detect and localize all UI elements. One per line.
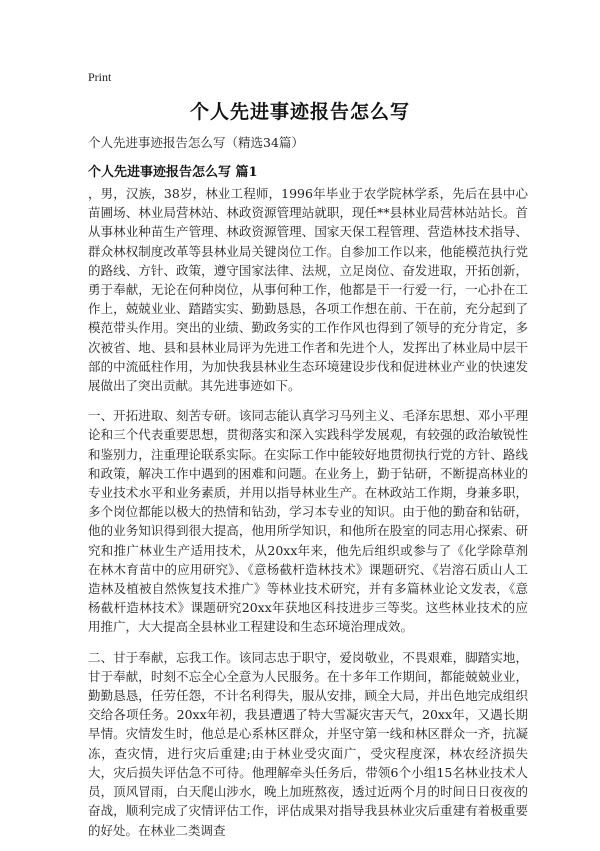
print-label: Print <box>88 70 112 84</box>
document-title: 个人先进事迹报告怎么写 <box>189 101 410 123</box>
body-paragraph-intro: ，男，汉族，38岁，林业工程师，1996年毕业于农学院林学系，先后在县中心苗圃场、林业局营林站、林政资源管理站就职，现任**县林业局营林站站长。首从事林业种苗生产管理、林政资源管理、国家天保工程管理、营造林技术指导、群众林权制度改革等县林业局关键岗位工作。自参加工作以来，他能模范执行党的路线、方针、政策，遵守国家法律、法规，立足岗位、奋发进取，开拓创新，勇于奉献，无论在何种岗位，从事何种工作，他都是干一行爱一行，一心扑在工作上，兢兢业业、踏踏实实、勤勤恳恳，各项工作想在前、干在前，充分起到了模范带头作用。突出的业绩、勤政务实的工作作风也得到了领导的充分肯定，多次被省、地、县和县林业局评为先进工作者和先进个人，发挥出了林业局中层干部的中流砥柱作用，为加快我县林业生态环境建设步伐和促进林业产业的快速发展做出了突出贡献。其先进事迹如下。 <box>88 186 528 394</box>
document-subtitle: 个人先进事迹报告怎么写（精选34篇） <box>88 135 304 150</box>
body-paragraph-two: 二、甘于奉献，忘我工作。该同志忠于职守，爱岗敬业，不畏艰难，脚踏实地，甘于奉献，时刻不忘全心全意为人民服务。在十多年工作期间，都能兢兢业业，勤勤恳恳，任劳任怨，不计名利得失，服从安排，顾全大局，并出色地完成组织交给各项任务。20xx年初，我县遭遇了特大雪凝灾害天气，20xx年，又遇长期旱情。灾情发生时，他总是心系林区群众，并坚守第一线和林区群众一齐，抗凝冻，查灾情，进行灾后重建;由于林业受灾面广，受灾程度深，林农经济损失大，灾后损失评估急不可待。他理解牵头任务后，带领6个小组15名林业技术人员，顶风冒雨，白天爬山涉水，晚上加班熬夜，透过近两个月的时间日日夜夜的奋战，顺利完成了灾情评估工作，评估成果对指导我县林业灾后重建有着极重要的好处。在林业二类调查 <box>88 649 528 838</box>
body-paragraph-one: 一、开拓进取、刻苦专研。该同志能认真学习马列主义、毛泽东思想、邓小平理论和三个代表重要思想，贯彻落实和深入实践科学发展观，有较强的政治敏锐性和鉴别力，注重理论联系实际。在实际工作中能较好地贯彻执行党的方针、路线和政策，解决工作中遇到的困难和问题。在业务上，勤于钻研，不断提高林业的专业技术水平和业务素质，并用以指导林业生产。在林政站工作期，身兼多职，多个岗位都能以极大的热情和钻劲，学习本专业的知识。由于他的勤奋和钻研，他的业务知识得到很大提高，他用所学知识，和他所在股室的同志用心探索、研究和推广林业生产适用技术，从20xx年来，他先后组织或参与了《化学除草剂在林木育苗中的应用研究》、《意杨截杆造林技术》课题研究、《岩溶石质山人工造林及植被自然恢复技术推广》等林业技术研究，并有多篇林业论文发表，《意杨截杆造林技术》课题研究20xx年获地区科技进步三等奖。这些林业技术的应用推广，大大提高全县林业工程建设和生态环境治理成效。 <box>88 408 528 635</box>
section-heading: 个人先进事迹报告怎么写 篇1 <box>88 165 258 180</box>
document-body <box>88 184 528 851</box>
